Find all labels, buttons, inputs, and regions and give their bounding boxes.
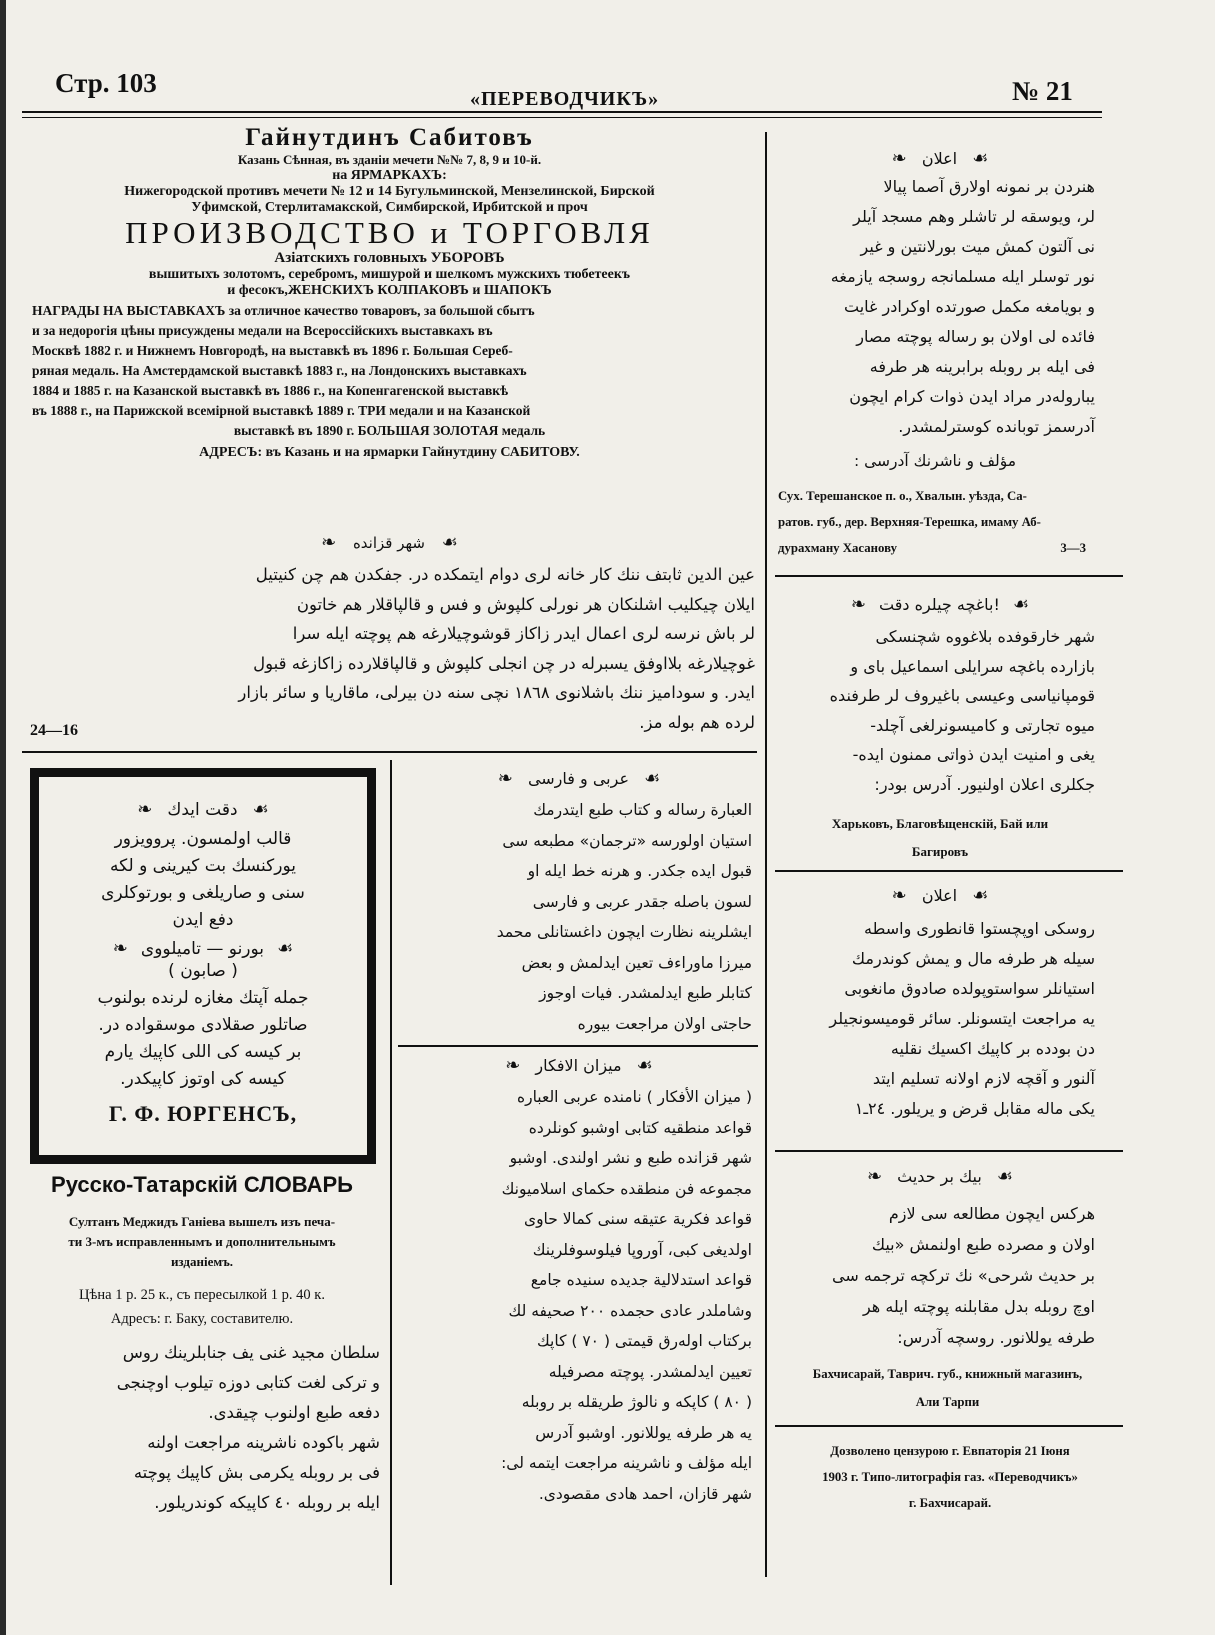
section-heading: ميزان الافكار <box>535 1056 622 1075</box>
ornament-left-icon: ❧ <box>321 532 337 553</box>
text-line: تعيين ايدلمشدر. پوچته مصرفيله <box>548 1362 752 1381</box>
product-subtitle: ( صابون ) <box>168 961 238 981</box>
column-divider-right <box>765 132 767 1577</box>
ornament-right-icon: ☙ <box>1013 594 1030 615</box>
section-divider <box>775 870 1123 872</box>
elan1-heading <box>775 148 1105 169</box>
qarinda-text <box>30 560 755 737</box>
hadith-address <box>775 1360 1120 1416</box>
page-number: Стр. 103 <box>55 68 157 98</box>
sabitov-ad <box>22 124 757 461</box>
column-divider-middle <box>390 760 392 1585</box>
section-heading: بيك بر حديث <box>897 1167 982 1186</box>
text-line: عين الدين ثابتف ننك كار خانه لرى دوام ايتمكده در. جفكدن هم چن كنيتيل <box>255 565 755 584</box>
awards-line: НАГРАДЫ НА ВЫСТАВКАХЪ за отличное качество товаровъ, за большой сбытъ <box>32 303 535 318</box>
awards-line: 1884 и 1885 г. на Казанской выставкѣ въ 1886 г., на Копенгагенской выставкѣ <box>32 383 509 398</box>
text-line: سيله هر طرفه مال و يمش كوندرمك <box>851 949 1095 968</box>
text-line: ( ٨٠ ) كاپكه و نالوژ طريقله بر روبله <box>521 1393 752 1411</box>
section-heading: شهر قزانده <box>352 534 425 552</box>
text-line: العبارة رساله و كتاب طبع ايتدرمك <box>533 801 752 819</box>
fairs-line: Уфимской, Стерлитамакской, Симбирской, Ирбитской и проч <box>191 200 588 215</box>
elan2-heading <box>775 885 1105 906</box>
section-heading: دقت ايدك <box>167 800 238 820</box>
text-line: لرده هم بوله مز. <box>639 712 755 732</box>
baghcha-heading <box>775 594 1105 615</box>
ad-number: 3—3 <box>1060 541 1086 555</box>
fairs-line: Нижегородской противъ мечети № 12 и 14 Бугульминской, Мензелинской, Бирской <box>124 184 655 199</box>
text-line: لر باش نرسه لرى اعمال ايدر زاكاز قوشوچيلارغه هم پوچته ايله سرا <box>292 624 755 643</box>
elan2-text <box>775 914 1095 1124</box>
text-line: يبارولەدر مراد ايدن ذوات كرام ايچون <box>849 387 1095 406</box>
production-title: ПРОИЗВОДСТВО и ТОРГОВЛЯ <box>125 215 654 250</box>
address-line: Харьковъ, Благовѣщенскій, Бай или <box>831 816 1049 831</box>
dictionary-arabic <box>30 1338 380 1518</box>
text-line: شهر خارقوفده بلاغووه شچنسكى <box>875 627 1095 646</box>
jurgens-text2 <box>39 985 367 1093</box>
text-line: آدرسمز توبانده كوسترلمشدر. <box>898 417 1095 436</box>
section-divider <box>775 1150 1123 1152</box>
text-line: غوچيلارغه بلااوفق يسبرله در چن انجلى كلپوش و قالپاقلارده زاكازغه قبول <box>253 653 755 673</box>
hadith-text <box>775 1198 1095 1353</box>
address-text: дурахману Хасанову <box>778 541 897 555</box>
text-line: قومپانياسى وعيسى باغيروف لر طرفنده <box>829 686 1095 705</box>
hats-line: Азіатскихъ головныхъ УБОРОВЪ <box>274 250 505 266</box>
text-line: كيسه كى اوتوز كاپيكدر. <box>120 1069 286 1089</box>
dictionary-address: Адресъ: г. Баку, составителю. <box>110 1311 294 1327</box>
text-line: و تركى لغت كتابى دوزه تيلوب اوچنجى <box>116 1373 380 1392</box>
text-line: ميرزا ماوراءف تعين ايدلمش و بعض <box>521 953 752 972</box>
awards-text <box>22 301 757 441</box>
newspaper-title: «ПЕРЕВОДЧИКЪ» <box>470 88 660 110</box>
ornament-right-icon: ☙ <box>644 768 661 789</box>
text-line: نور توسلر ايله مسلمانجه روسجه يازمغه <box>830 267 1095 286</box>
text-line: لر، ويوسقه لر تاشلر وهم مسجد آيلر <box>853 207 1095 226</box>
text-line: بركتاب اولەرق قيمتى ( ٧٠ ) كاپك <box>536 1332 752 1350</box>
ad-address: АДРЕСЪ: въ Казань и на ярмарки Гайнутдину САБИТОВУ. <box>199 445 580 460</box>
ornament-left-icon: ❧ <box>850 594 866 615</box>
baghcha-text <box>775 622 1095 799</box>
text-line: بازارده باغچه سرايلى اسماعيل باى و <box>850 656 1095 676</box>
text-line: يه هر طرفه يوللانور. اوشبو آدرس <box>535 1423 752 1442</box>
ornament-left-icon: ❧ <box>505 1055 521 1076</box>
text-line: ايلان چيكليب اشلنكان هر نورلى كلپوش و فس و قالپاقلار هم خاتون <box>296 594 755 614</box>
mizan-text <box>402 1082 752 1509</box>
section-heading: اعلان <box>921 886 958 905</box>
address-line: Али Тарпи <box>915 1395 980 1409</box>
text-line: دفع ايدن <box>172 910 234 930</box>
ornament-right-icon: ☙ <box>972 885 989 906</box>
text-line: يوركنسك بت كيرينى و لكه <box>109 856 296 876</box>
ornament-left-icon: ❧ <box>891 148 907 169</box>
dictionary-desc <box>22 1212 382 1272</box>
text-line: استيان اولورسه «ترجمان» مطبعه سى <box>502 831 752 850</box>
text-line: شهر باكوده ناشرينه مراجعت اولنه <box>147 1433 380 1452</box>
text-line: فى ايله بر روبله برابرينه هر طرفه <box>869 357 1095 376</box>
text-line: ايله مؤلف و ناشرينه مراجعت ايتمه لى: <box>501 1454 752 1472</box>
text-line: ايشلرينه نظارت ايچون داغستانلى محمد <box>496 923 752 941</box>
header-rule-bottom <box>22 117 1102 118</box>
text-line: هركس ايچون مطالعه سى لازم <box>888 1204 1095 1223</box>
awards-line: въ 1888 г., на Парижской всемірной выставкѣ 1889 г. ТРИ медали и на Казанской <box>32 403 531 418</box>
dictionary-price: Цѣна 1 р. 25 к., съ пересылкой 1 р. 40 к. <box>79 1287 325 1303</box>
ornament-right-icon: ☙ <box>636 1055 653 1076</box>
jurgens-product <box>39 938 367 959</box>
text-line: قواعد استدلالية جديده سنيده جامع <box>530 1271 752 1289</box>
text-line: Султанъ Меджидъ Ганіева вышелъ изъ печа- <box>68 1214 336 1229</box>
text-line: دفعه طبع اولنوب چيقدى. <box>208 1403 380 1422</box>
text-line: استيانلر سواستوپولده صادوق مانغوبى <box>844 979 1095 998</box>
text-line: و بويامغه مكمل صورتده اوكرادر غايت <box>844 297 1095 316</box>
text-line: وشاملدر عادى حجمده ٢٠٠ صحيفه لك <box>508 1301 752 1320</box>
mizan-heading <box>398 1055 760 1076</box>
text-line: ايله بر روبله ٤٠ كاپيكه كوندريلور. <box>154 1493 380 1512</box>
jurgens-ad-box <box>30 768 376 1164</box>
dictionary-title: Русско-Татарскій СЛОВАРЬ <box>51 1172 353 1197</box>
text-line: اولديغى كبى، آوروپا فيلوسوفلرينك <box>532 1240 752 1259</box>
ad-number: 24—16 <box>30 722 78 739</box>
awards-line: выставкѣ въ 1890 г. БОЛЬШАЯ ЗОЛОТАЯ медаль <box>233 423 546 438</box>
ornament-left-icon: ❧ <box>137 799 153 820</box>
text-line: يه مراجعت ايتسونلر. سائر قوميسونجيلر <box>829 1009 1095 1028</box>
text-line: فائده لى اولان بو رساله پوچته مصار <box>856 327 1095 346</box>
awards-line: Москвѣ 1882 г. и Нижнемъ Новгородѣ, на выставкѣ въ 1896 г. Большая Сереб- <box>32 343 513 358</box>
hadith-heading <box>775 1166 1105 1187</box>
text-line: هنردن بر نمونه اولارق آصما پيالا <box>883 177 1095 196</box>
ornament-right-icon: ☙ <box>972 148 989 169</box>
text-line: سلطان مجيد غنى يف جنابلرينك روس <box>122 1343 380 1362</box>
section-heading: عربى و فارسى <box>527 769 629 788</box>
ornament-left-icon: ❧ <box>891 885 907 906</box>
address-line <box>778 535 1100 561</box>
ornament-left-icon: ❧ <box>112 938 128 959</box>
elan1-author-title: مؤلف و ناشرنك آدرسى : <box>853 452 1017 470</box>
text-line: يكى ماله مقابل قرض و يريلور. ٢٤ـ١ <box>854 1099 1095 1118</box>
text-line: لسون باصله جقدر عربى و فارسى <box>532 892 752 911</box>
ornament-right-icon: ☙ <box>996 1166 1014 1187</box>
imprint-line: Дозволено цензурою г. Евпаторія 21 Іюня <box>830 1444 1070 1458</box>
qarinda-heading <box>22 532 757 553</box>
text-line: سنى و صاريلغى و بورتوكلرى <box>101 883 305 903</box>
ornament-right-icon: ☙ <box>277 938 294 959</box>
address-line: Багировъ <box>911 844 969 859</box>
arabi-heading <box>398 768 760 789</box>
product-name: بورنو — تاميلووى <box>140 939 265 959</box>
text-line: اوچ روبله بدل مقابلنه پوچته ايله هر <box>862 1297 1095 1316</box>
text-line: изданіемъ. <box>170 1254 234 1269</box>
section-heading: باغچه چيلره دقت! <box>879 595 1000 614</box>
section-heading: اعلان <box>921 149 958 168</box>
jurgens-text <box>39 826 367 934</box>
dictionary-price-block <box>22 1283 382 1331</box>
desc-line: и фесокъ,ЖЕНСКИХЪ КОЛПАКОВЪ и ШАПОКЪ <box>227 283 552 298</box>
ornament-right-icon: ☙ <box>441 532 458 553</box>
header-rule-top <box>22 111 1102 113</box>
text-line: مجموعه فن منطقده حكماى اسلاميونك <box>501 1179 752 1198</box>
text-line: روسكى اوپچستوا قانطورى واسطه <box>864 919 1095 938</box>
text-line: ти 3-мъ исправленнымъ и дополнительнымъ <box>68 1234 336 1249</box>
ornament-left-icon: ❧ <box>497 768 513 789</box>
awards-line: и за недорогія цѣны присуждены медали на Всероссійскихъ выставкахъ въ <box>32 323 493 338</box>
text-line: قواعد منطقيه كتابى اوشبو كونلرده <box>528 1118 752 1137</box>
text-line: كتابلر طبع ايدلمشدر. فيات اوجوز <box>539 984 752 1002</box>
section-divider <box>775 1425 1123 1427</box>
elan1-text <box>775 172 1095 442</box>
text-line: صاتلور صقلادى موسقواده در. <box>98 1015 308 1035</box>
text-line: يغى و امنيت ايدن ذواتى ممنون ايده- <box>852 745 1095 764</box>
awards-line: ряная медаль. На Амстердамской выставкѣ 1883 г., на Лондонскихъ выставкахъ <box>32 363 527 378</box>
imprint-line: г. Бахчисарай. <box>908 1496 992 1510</box>
address-line: ратов. губ., дер. Верхняя-Терешка, имаму Аб- <box>778 515 1041 529</box>
desc-line: вышитыхъ золотомъ, серебромъ, мишурой и шелкомъ мужскихъ тюбетеекъ <box>148 267 631 282</box>
address-line: Бахчисарай, Таврич. губ., книжный магазинъ, <box>812 1367 1083 1381</box>
text-line: نى آلتون كمش ميت بورلانتين و غير <box>860 237 1095 256</box>
scan-edge <box>0 0 6 1635</box>
arabi-text <box>402 795 752 1039</box>
section-divider <box>775 575 1123 577</box>
ornament-left-icon: ❧ <box>866 1166 883 1187</box>
text-line: قبول ايده جكدر. و هرنه خط ايله او <box>527 862 752 880</box>
text-line: شهر قزانده طبع و نشر اولندى. اوشبو <box>509 1149 752 1167</box>
issue-number: № 21 <box>1012 76 1073 106</box>
section-divider <box>398 1045 758 1047</box>
merchant-name: Гайнутдинъ Сабитовъ <box>245 124 534 151</box>
elan1-address <box>778 483 1100 561</box>
merchant-address: Казань Сѣнная, въ зданіи мечети №№ 7, 8, 9 и 10-й. <box>237 152 542 167</box>
text-line: ( ميزان الأفكار ) نامنده عربى العباره <box>516 1088 752 1106</box>
text-line: قالب اولمسون. پروويزور <box>114 829 292 849</box>
ornament-right-icon: ☙ <box>252 799 269 820</box>
imprint-line: 1903 г. Типо-литографія газ. «Переводчикъ» <box>822 1470 1078 1484</box>
text-line: طرفه يوللانور. روسچه آدرس: <box>897 1328 1095 1347</box>
text-line: ايدر. و سوداميز ننك باشلانوى ١٨٦٨ نچى سنه دن بيرلى، ماقاريا و سائر بازار <box>238 683 755 702</box>
address-line: Сух. Терешанское п. о., Хвалын. уѣзда, Са- <box>778 489 1027 503</box>
censor-imprint <box>775 1438 1125 1516</box>
text-line: حاجتى اولان مراجعت بيوره <box>577 1014 752 1033</box>
jurgens-heading <box>39 799 367 820</box>
text-line: دن بودده بر كاپيك اكسيك نقليه <box>890 1039 1095 1058</box>
jurgens-signature: Г. Ф. ЮРГЕНСЪ, <box>108 1101 298 1126</box>
text-line: فى بر روبله يكرمى بش كاپيك پوچته <box>133 1463 380 1482</box>
fairs-title: на ЯРМАРКАХЪ: <box>332 168 447 183</box>
text-line: اولان و مصرده طبع اولنمش «بيك <box>871 1235 1095 1254</box>
baghcha-address <box>775 810 1105 866</box>
text-line: شهر قازان، احمد هادى مقصودى. <box>538 1484 752 1503</box>
text-line: جمله آپتك مغازه لرنده بولنوب <box>97 988 309 1008</box>
text-line: بر كيسه كى اللى كاپيك يارم <box>104 1042 302 1062</box>
text-line: جكلرى اعلان اولنيور. آدرس بودر: <box>874 774 1095 794</box>
text-line: ميوه تجارتى و كاميسونرلغى آچلد- <box>870 715 1095 735</box>
text-line: بر حديث شرحى» نك تركچه ترجمه سى <box>832 1266 1095 1285</box>
text-line: آلنور و آقچه لازم اولانه تسليم ايتد <box>872 1069 1095 1088</box>
section-divider <box>22 751 757 753</box>
text-line: قواعد فكرية عتيقه سنى كمالا حاوى <box>523 1210 752 1228</box>
